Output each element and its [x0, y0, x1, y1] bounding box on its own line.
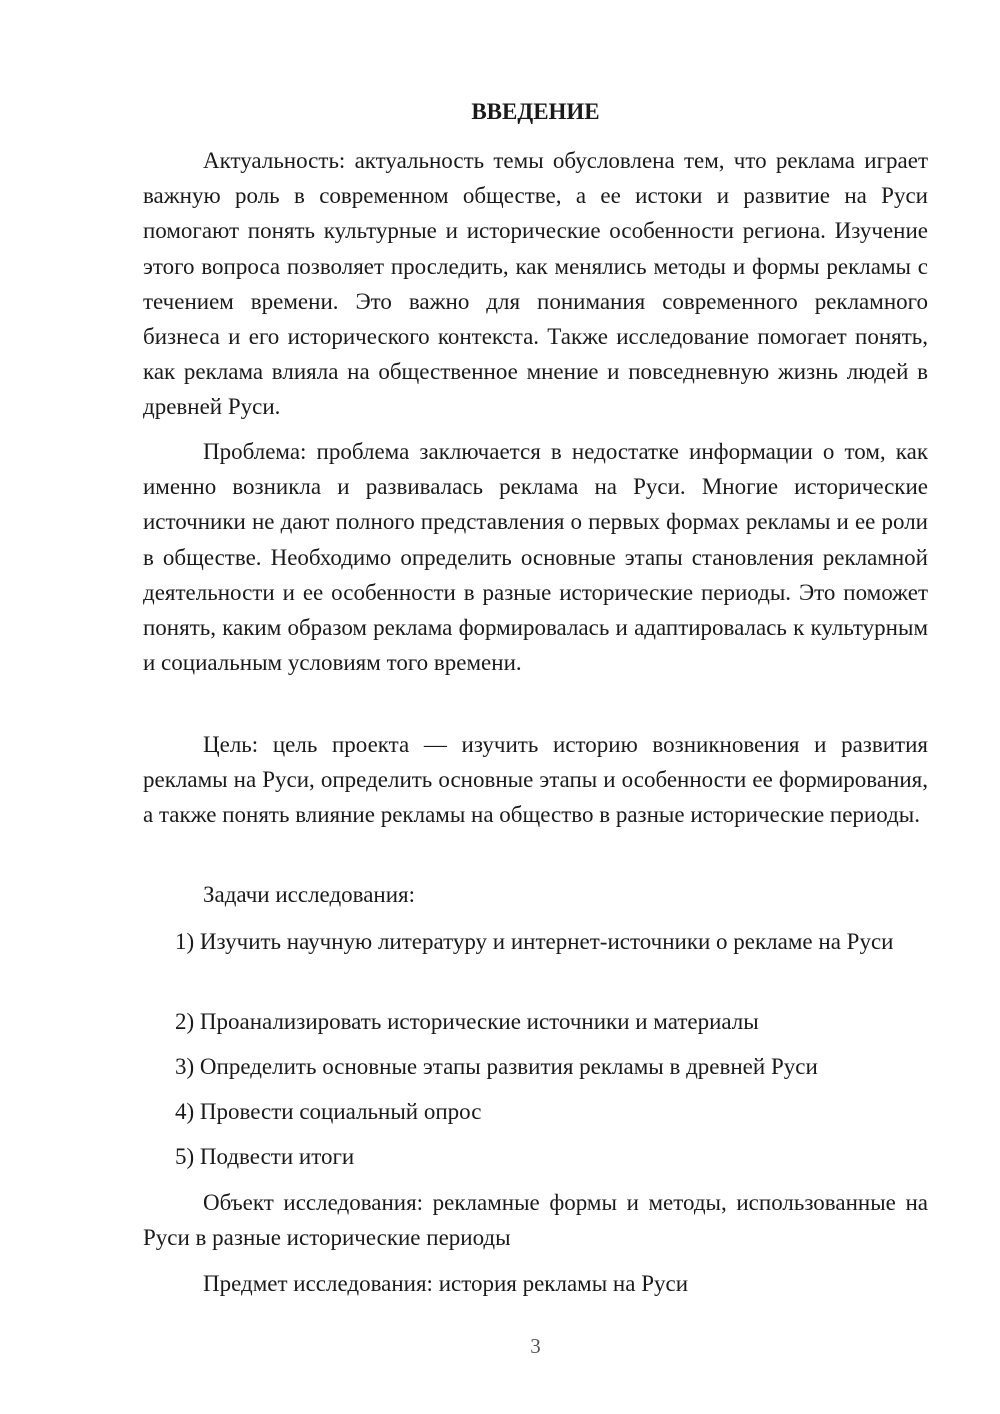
page-title: ВВЕДЕНИЕ [471, 99, 600, 124]
task-list-item-5: 5) Подвести итоги [175, 1144, 355, 1169]
paragraph-relevance: Актуальность: актуальность темы обусловлена тем, что реклама играет важную роль в современном обществе, а ее истоки и развитие на Руси помогают понять культурные и исторические особенности региона. Изучение этого вопроса позволяет проследить, как менялись методы и формы рекламы с течением времени. Это важно для понимания современного рекламного бизнеса и его исторического контекста. Также исследование помогает понять, как реклама влияла на общественное мнение и повседневную жизнь людей в древней Руси. [143, 148, 928, 420]
paragraph-goal: Цель: цель проекта — изучить историю возникновения и развития рекламы на Руси, определить основные этапы и особенности ее формирования, а также понять влияние рекламы на общество в разные исторические периоды. [143, 732, 928, 828]
paragraph-problem: Проблема: проблема заключается в недостатке информации о том, как именно возникла и развивалась реклама на Руси. Многие исторические источники не дают полного представления о первых формах рекламы и ее роли в обществе. Необходимо определить основные этапы становления рекламной деятельности и ее особенности в разные исторические периоды. Это поможет понять, каким образом реклама формировалась и адаптировалась к культурным и социальным условиям того времени. [143, 439, 928, 676]
task-list-item-3: 3) Определить основные этапы развития рекламы в древней Руси [175, 1054, 818, 1079]
task-list-item-1: 1) Изучить научную литературу и интернет-источники о рекламе на Руси [175, 929, 894, 954]
task-list-item-2: 2) Проанализировать исторические источники и материалы [175, 1009, 759, 1034]
paragraph-subject: Предмет исследования: история рекламы на Руси [203, 1271, 688, 1296]
tasks-heading: Задачи исследования: [203, 882, 416, 907]
paragraph-object: Объект исследования: рекламные формы и методы, использованные на Руси в разные исторические периоды [143, 1190, 928, 1251]
document-page [143, 0, 928, 1414]
page-number: 3 [530, 1334, 541, 1358]
task-list-item-4: 4) Провести социальный опрос [175, 1099, 482, 1124]
